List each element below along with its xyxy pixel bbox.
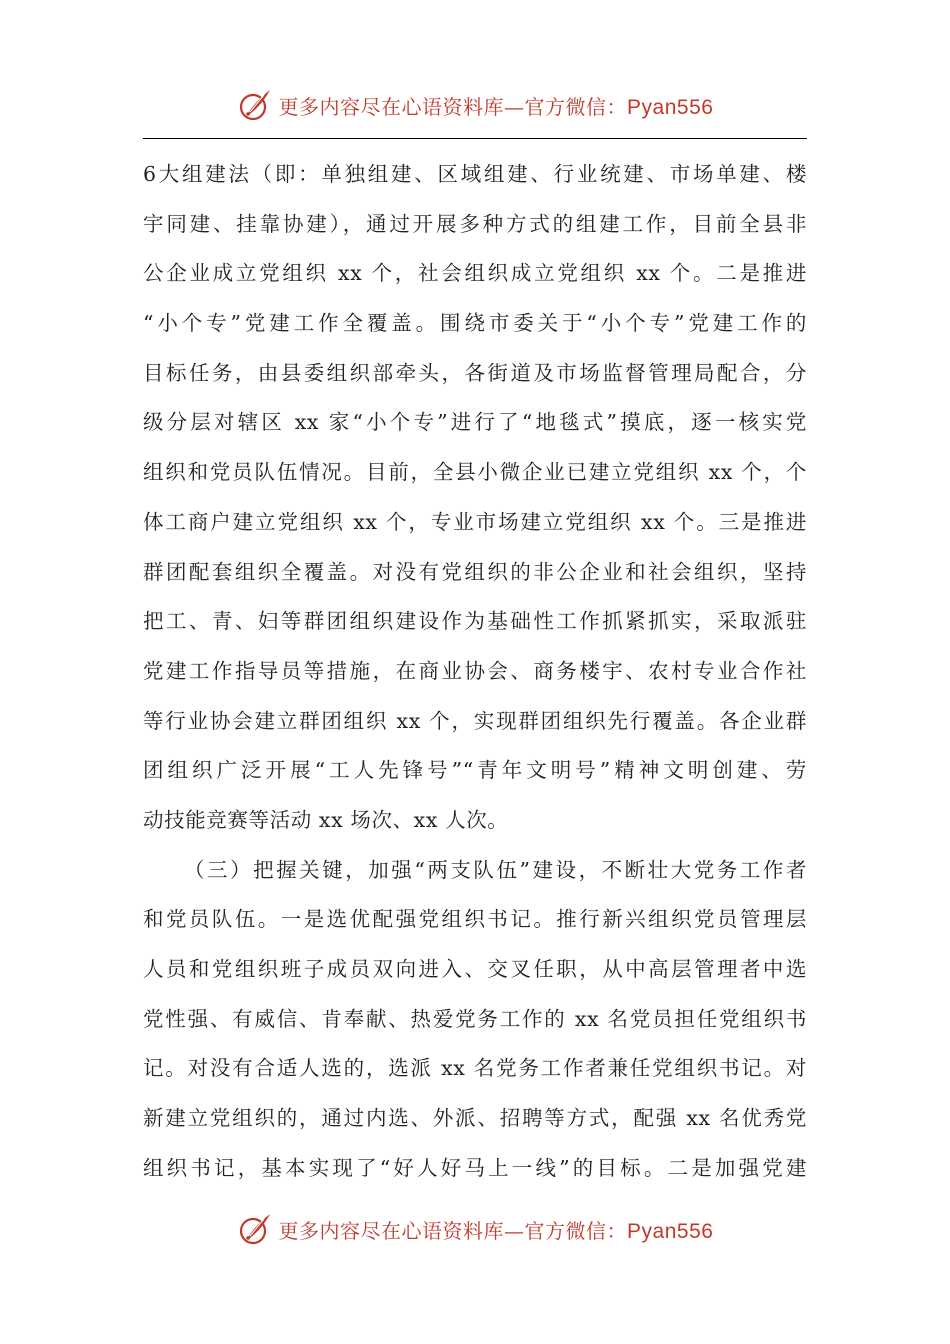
text-line: 公企业成立党组织 xx 个，社会组织成立党组织 xx 个。二是推进: [143, 261, 807, 286]
text-line: 6大组建法（即：单独组建、区域组建、行业统建、市场单建、楼: [143, 162, 807, 186]
text-line: 记。对没有合适人选的，选派 xx 名党务工作者兼任党组织书记。对: [143, 1056, 807, 1081]
text-line: 人员和党组织班子成员双向进入、交叉任职，从中高层管理者中选: [143, 957, 807, 981]
header-divider: [143, 138, 807, 139]
header-banner-text: [279, 91, 714, 120]
text-line-paragraph-start: （三）把握关键，加强“两支队伍”建设，不断壮大党务工作者: [184, 857, 807, 882]
footer-wechat-id: Pyan556: [627, 1219, 714, 1243]
footer-banner-text: [279, 1215, 714, 1244]
quill-pen-logo-icon: [237, 1211, 273, 1247]
text-line: 群团配套组织全覆盖。对没有党组织的非公企业和社会组织，坚持: [143, 559, 807, 584]
text-line: 新建立党组织的，通过内选、外派、招聘等方式，配强 xx 名优秀党: [143, 1106, 807, 1131]
text-line: 团组织广泛开展“工人先锋号”“青年文明号”精神文明创建、劳: [143, 758, 807, 783]
header-banner-cn: 更多内容尽在心语资料库—官方微信：: [278, 94, 628, 119]
document-body: [143, 150, 807, 1193]
text-line: 级分层对辖区 xx 家“小个专”进行了“地毯式”摸底，逐一核实党: [143, 410, 807, 435]
header-banner: [0, 80, 950, 130]
footer-banner: [0, 1204, 950, 1254]
quill-pen-logo-icon: [237, 87, 273, 123]
text-line: 组织书记，基本实现了“好人好马上一线”的目标。二是加强党建: [143, 1155, 807, 1180]
text-line: 和党员队伍。一是选优配强党组织书记。推行新兴组织党员管理层: [143, 907, 807, 932]
text-line: 目标任务，由县委组织部牵头，各街道及市场监督管理局配合，分: [143, 360, 807, 385]
text-line: 组织和党员队伍情况。目前，全县小微企业已建立党组织 xx 个，个: [143, 460, 807, 485]
text-line: 等行业协会建立群团组织 xx 个，实现群团组织先行覆盖。各企业群: [143, 708, 807, 733]
text-line: 党性强、有威信、肯奉献、热爱党务工作的 xx 名党员担任党组织书: [143, 1006, 807, 1031]
text-line: “小个专”党建工作全覆盖。围绕市委关于“小个专”党建工作的: [143, 311, 807, 336]
text-line: 党建工作指导员等措施，在商业协会、商务楼宇、农村专业合作社: [143, 658, 807, 683]
text-line: 把工、青、妇等群团组织建设作为基础性工作抓紧抓实，采取派驻: [143, 609, 807, 634]
text-line: 宇同建、挂靠协建），通过开展多种方式的组建工作，目前全县非: [143, 211, 807, 236]
text-line-paragraph-end: 动技能竞赛等活动 xx 场次、xx 人次。: [143, 807, 509, 832]
footer-banner-cn: 更多内容尽在心语资料库—官方微信：: [278, 1218, 628, 1243]
header-wechat-id: Pyan556: [627, 95, 714, 119]
text-line: 体工商户建立党组织 xx 个，专业市场建立党组织 xx 个。三是推进: [143, 509, 807, 534]
